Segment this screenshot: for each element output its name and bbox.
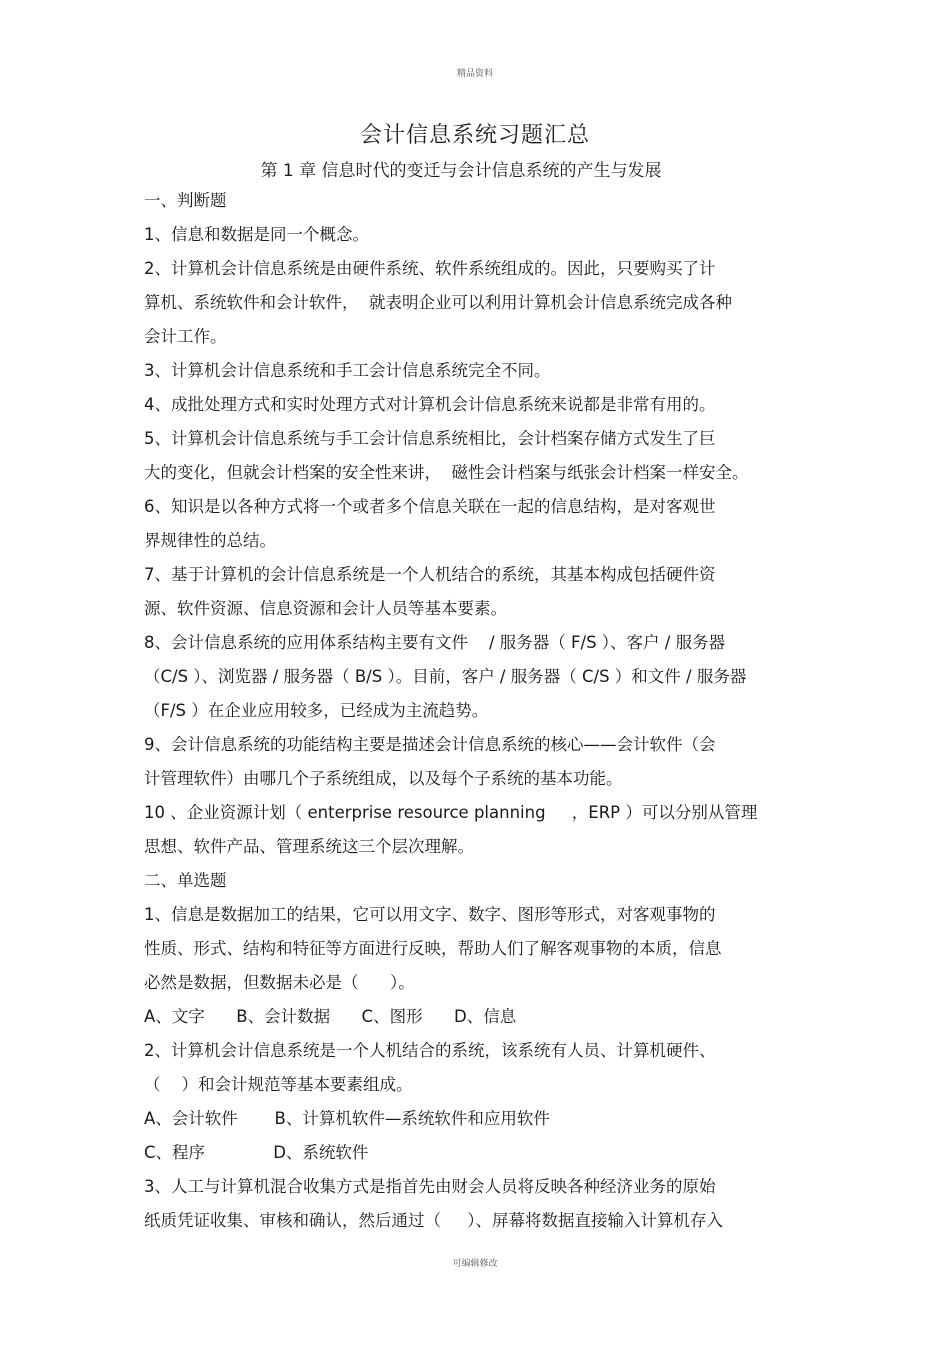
text-line: 一、判断题 — [144, 191, 227, 210]
text-line: 2、计算机会计信息系统是由硬件系统、软件系统组成的。因此，只要购买了计 — [144, 259, 716, 278]
text-line: 大的变化，但就会计档案的安全性来讲， 磁性会计档案与纸张会计档案一样安全。 — [144, 463, 749, 482]
text-line: 10 、企业资源计划（ enterprise resource planning ，ERP ）可以分别从管理 — [144, 803, 758, 822]
text-line: 6、知识是以各种方式将一个或者多个信息关联在一起的信息结构，是对客观世 — [144, 497, 716, 516]
text-line: 9、会计信息系统的功能结构主要是描述会计信息系统的核心——会计软件（会 — [144, 735, 716, 754]
chapter-title: 第 1 章 信息时代的变迁与会计信息系统的产生与发展 — [260, 161, 662, 181]
text-line: 纸质凭证收集、审核和确认，然后通过（ ）、屏幕将数据直接输入计算机存入 — [144, 1211, 723, 1230]
text-line: 界规律性的总结。 — [144, 531, 276, 550]
text-line: 源、软件资源、信息资源和会计人员等基本要素。 — [144, 599, 507, 618]
text-line: A、会计软件 B、计算机软件—系统软件和应用软件 — [144, 1109, 550, 1128]
text-line: 3、人工与计算机混合收集方式是指首先由财会人员将反映各种经济业务的原始 — [144, 1177, 716, 1196]
text-line: 2、计算机会计信息系统是一个人机结合的系统，该系统有人员、计算机硬件、 — [144, 1041, 716, 1060]
text-line: 性质、形式、结构和特征等方面进行反映，帮助人们了解客观事物的本质，信息 — [144, 939, 722, 958]
text-line: 5、计算机会计信息系统与手工会计信息系统相比，会计档案存储方式发生了巨 — [144, 429, 716, 448]
text-line: 算机、系统软件和会计软件， 就表明企业可以利用计算机会计信息系统完成各种 — [144, 293, 732, 312]
text-line: C、程序 D、系统软件 — [144, 1143, 369, 1162]
text-line: （F/S ）在企业应用较多，已经成为主流趋势。 — [144, 701, 489, 720]
text-line: 思想、软件产品、管理系统这三个层次理解。 — [144, 837, 474, 856]
text-line: 计管理软件）由哪几个子系统组成，以及每个子系统的基本功能。 — [144, 769, 623, 788]
text-line: 3、计算机会计信息系统和手工会计信息系统完全不同。 — [144, 361, 551, 380]
page-header: 精品资料 — [456, 69, 493, 79]
text-line: 会计工作。 — [144, 327, 227, 346]
text-line: （ ）和会计规范等基本要素组成。 — [144, 1075, 413, 1094]
text-line: 4、成批处理方式和实时处理方式对计算机会计信息系统来说都是非常有用的。 — [144, 395, 716, 414]
text-line: A、文字 B、会计数据 C、图形 D、信息 — [144, 1007, 517, 1026]
document-body — [144, 184, 814, 1238]
text-line: 7、基于计算机的会计信息系统是一个人机结合的系统，其基本构成包括硬件资 — [144, 565, 716, 584]
page-footer: 可编辑修改 — [452, 1259, 498, 1269]
text-line: 二、单选题 — [144, 871, 227, 890]
text-line: 1、信息是数据加工的结果，它可以用文字、数字、图形等形式，对客观事物的 — [144, 905, 716, 924]
text-line: 8、会计信息系统的应用体系结构主要有文件 / 服务器（ F/S ）、客户 / 服务器 — [144, 633, 726, 652]
text-line: （C/S ）、浏览器 / 服务器（ B/S ）。目前，客户 / 服务器（ C/S ）和文件 / 服务器 — [144, 667, 747, 686]
document-title: 会计信息系统习题汇总 — [359, 123, 590, 148]
text-line: 必然是数据，但数据未必是（ ）。 — [144, 973, 415, 992]
text-line: 1、信息和数据是同一个概念。 — [144, 225, 369, 244]
